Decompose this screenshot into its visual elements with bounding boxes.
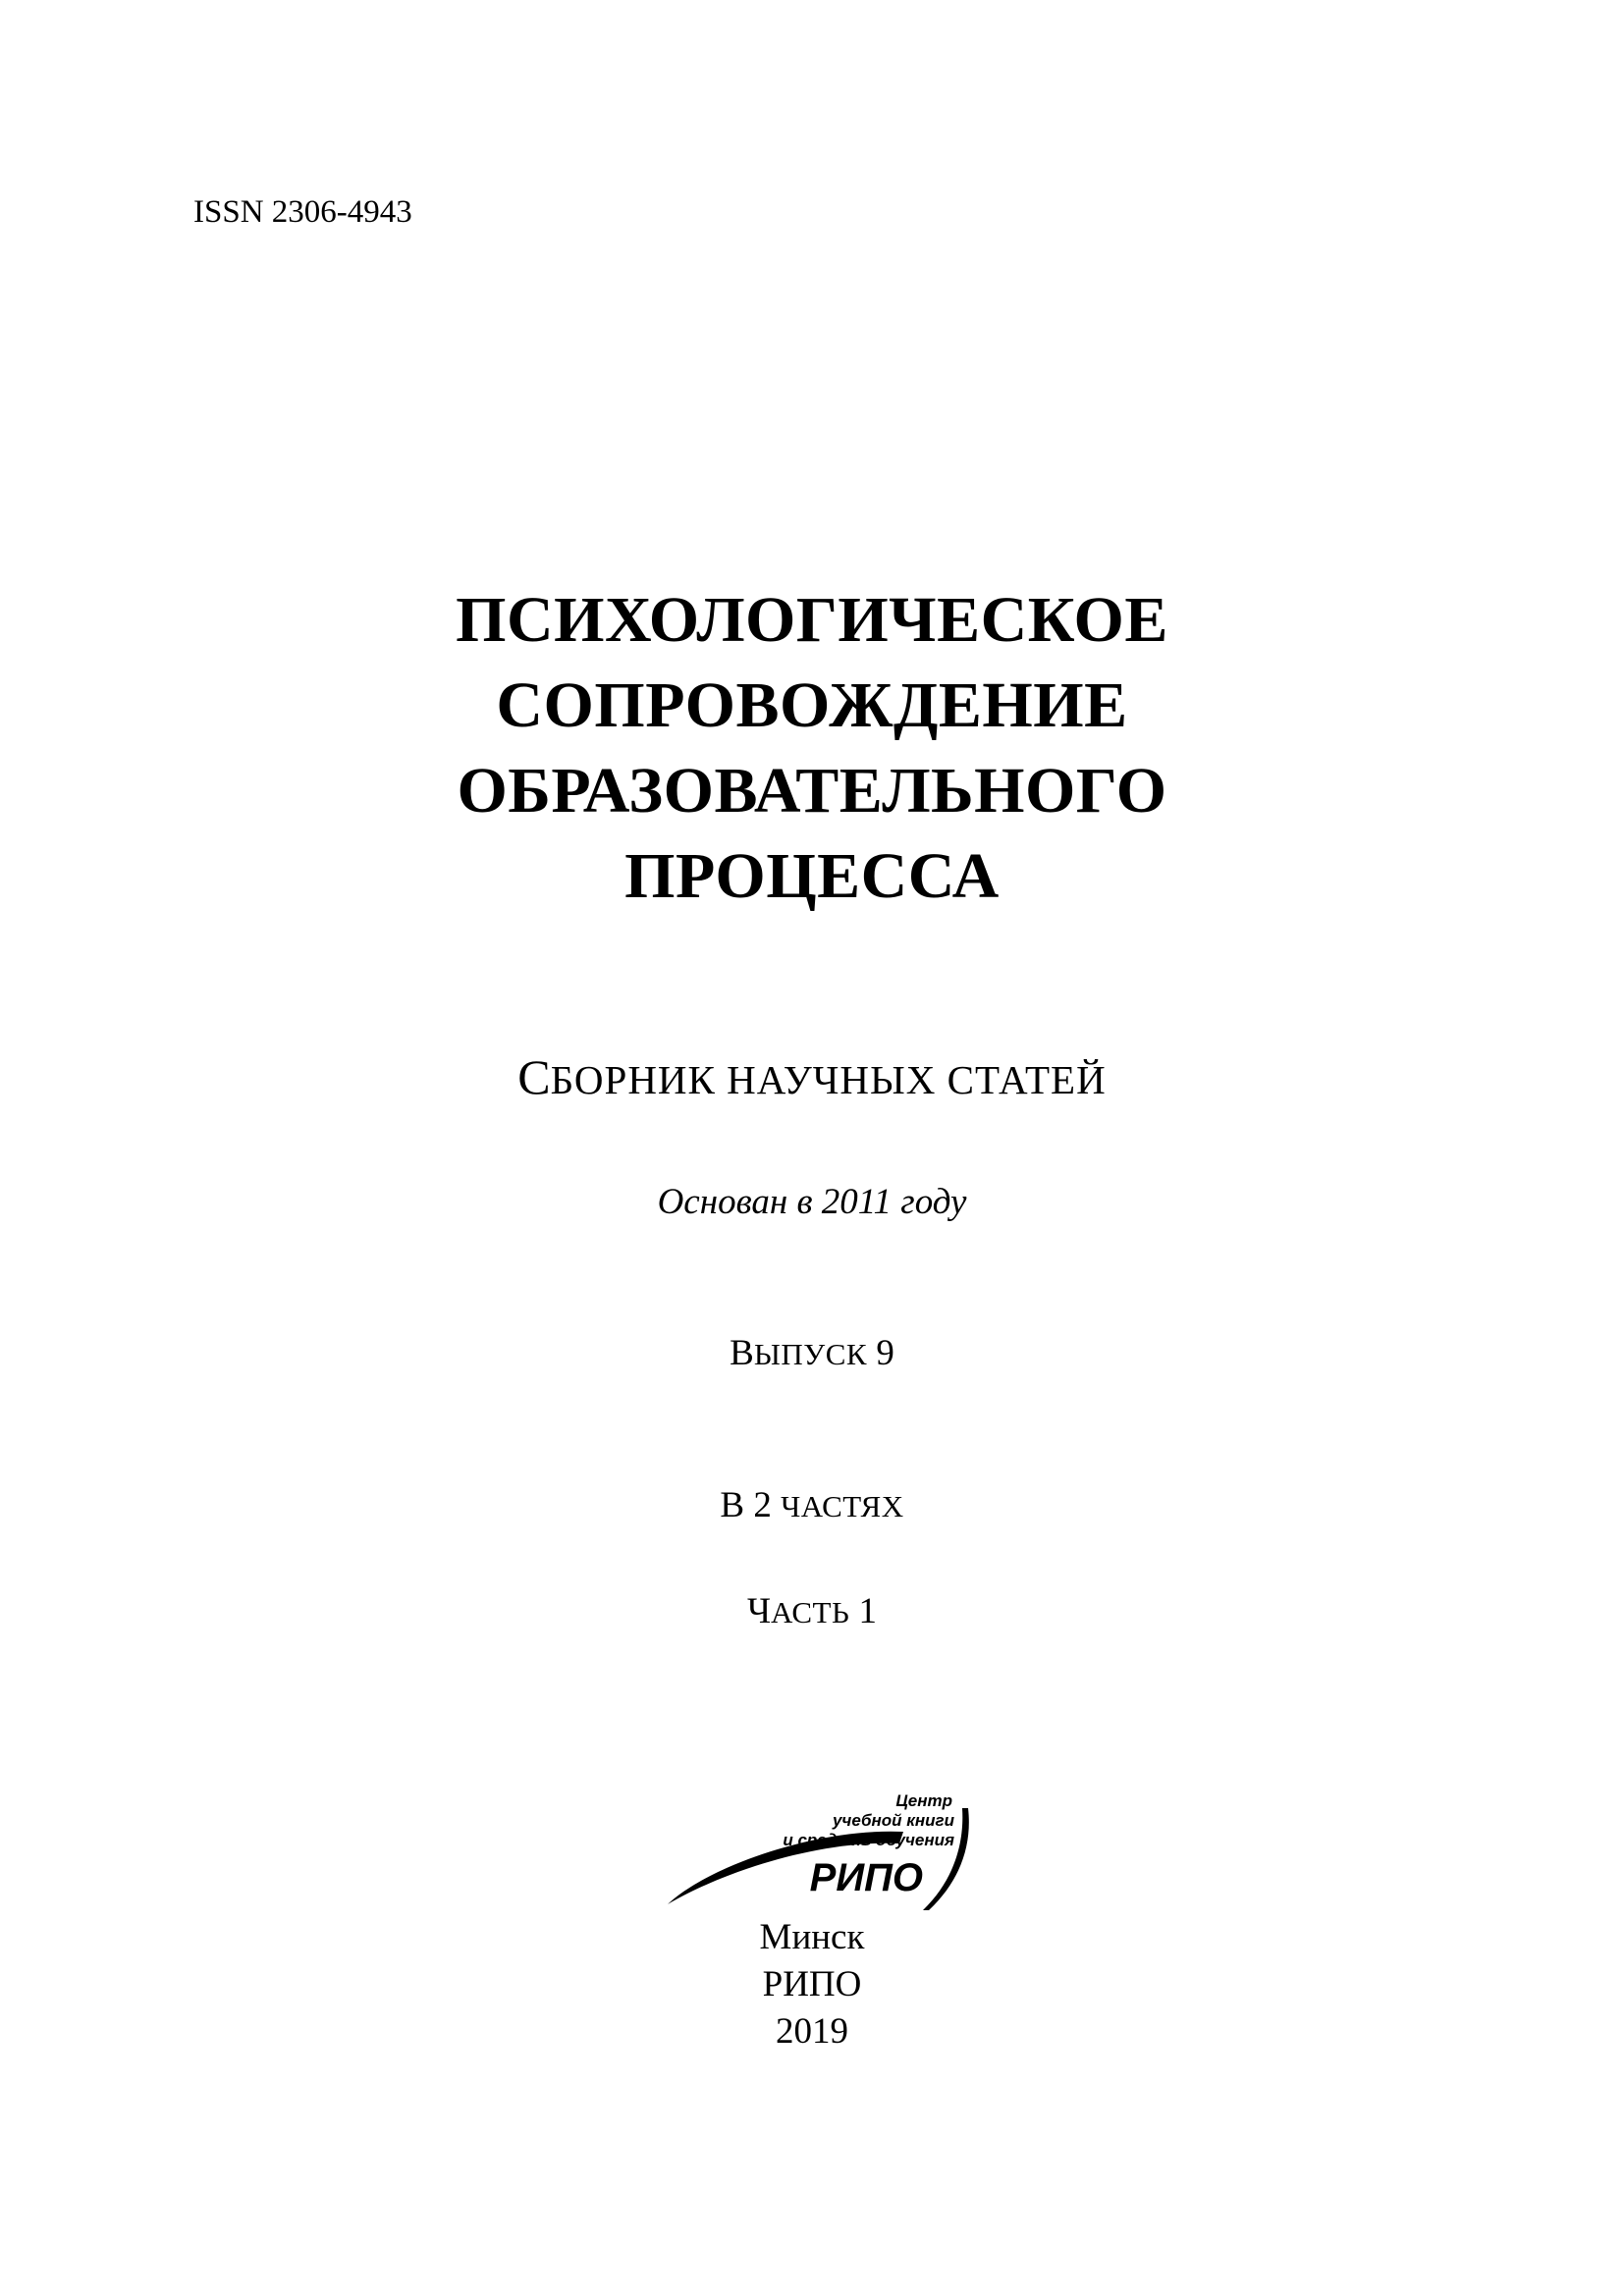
issn-number: ISSN 2306-4943 <box>193 194 412 230</box>
part-label <box>0 1593 1624 1629</box>
imprint-city: Минск <box>759 1917 865 1957</box>
book-title <box>0 577 1624 919</box>
logo-line-1: Центр <box>895 1791 952 1810</box>
founded-note: Основан в 2011 году <box>657 1182 967 1222</box>
subtitle-initial: С <box>517 1049 551 1104</box>
title-line-1: ПСИХОЛОГИЧЕСКОЕ <box>456 584 1168 656</box>
part-rest: АСТЬ <box>771 1595 850 1629</box>
imprint-block <box>0 1914 1624 2056</box>
publisher-logo <box>668 1789 982 1926</box>
publisher-logo-icon <box>668 1789 982 1926</box>
parts-rest: ЧАСТЯХ <box>781 1489 904 1523</box>
parts-count <box>0 1487 1624 1523</box>
imprint-year: 2019 <box>776 2011 848 2052</box>
subtitle-rest: БОРНИК НАУЧНЫХ СТАТЕЙ <box>550 1057 1107 1102</box>
issue-label <box>0 1335 1624 1371</box>
logo-line-3: и средств обучения <box>783 1831 954 1849</box>
book-subtitle <box>0 1049 1624 1104</box>
logo-brand: РИПО <box>809 1856 923 1899</box>
parts-prefix: В 2 <box>720 1485 772 1525</box>
logo-line-2: учебной книги <box>832 1811 954 1830</box>
issue-number: 9 <box>876 1333 894 1373</box>
title-line-3: ОБРАЗОВАТЕЛЬНОГО <box>457 755 1167 827</box>
title-line-4: ПРОЦЕССА <box>624 840 1000 912</box>
issue-rest: ЫПУСК <box>753 1337 868 1371</box>
imprint-publisher: РИПО <box>762 1964 862 2004</box>
title-line-2: СОПРОВОЖДЕНИЕ <box>496 669 1128 741</box>
part-number: 1 <box>858 1591 878 1631</box>
part-initial: Ч <box>746 1591 772 1631</box>
issue-initial: В <box>730 1333 754 1373</box>
